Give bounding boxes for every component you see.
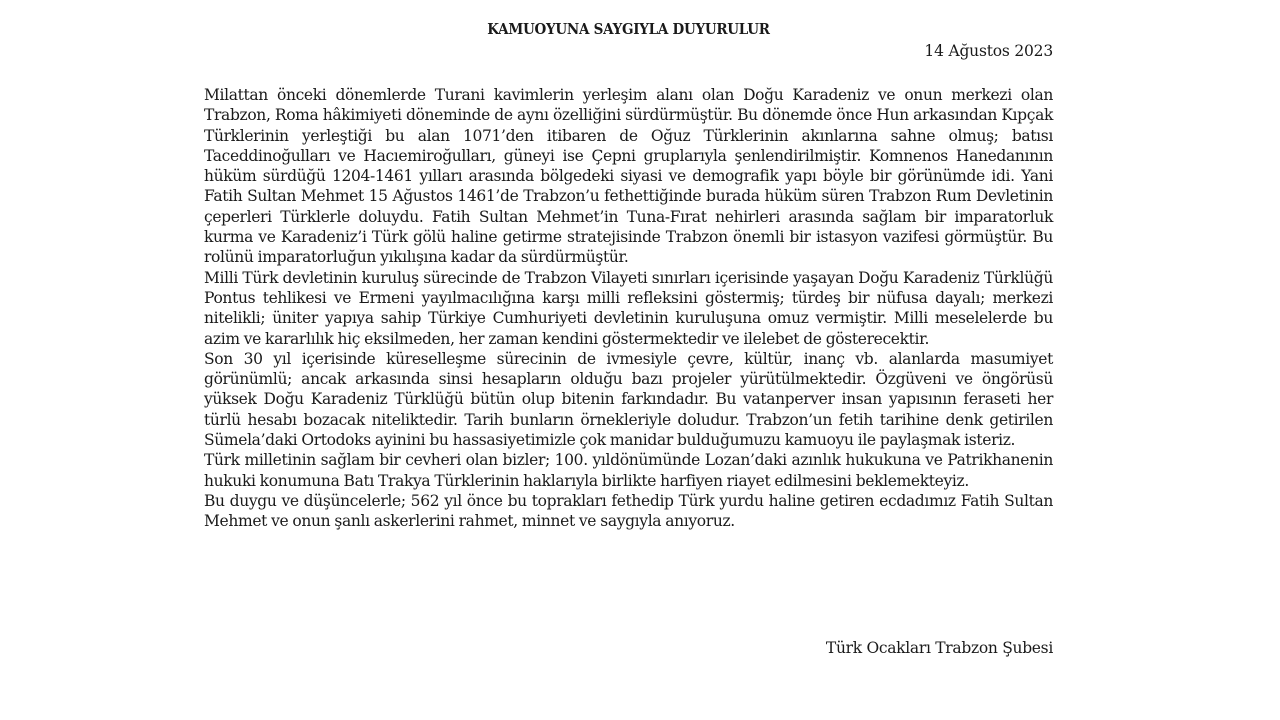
paragraph-lausanne: Türk milletinin sağlam bir cevheri olan bizler; 100. yıldönümünde Lozan’daki azınlık hukukuna ve Patrikhanenin hukuki konumuna Batı Trakya Türklerinin haklarıyla birlikte harfiyen riayet edilmesini beklemekteyiz. (204, 451, 1053, 490)
document-signature: Türk Ocakları Trabzon Şubesi (825, 639, 1053, 657)
document-title: KAMUOYUNA SAYGIYLA DUYURULUR (487, 20, 770, 38)
paragraph-national-state: Milli Türk devletinin kuruluş sürecinde de Trabzon Vilayeti sınırları içerisinde yaşayan Doğu Karadeniz Türklüğü Pontus tehlikesi ve Ermeni yayılmacılığına karşı milli refleksini göstermiş; türdeş bir nüfusa dayalı; merkezi nitelikli; üniter yapıya sahip Türkiye Cumhuriyeti devletinin kuruluşuna omuz vermiştir. Milli meselelerde bu azim ve kararlılık hiç eksilmeden, her zaman kendini göstermektedir ve ilelebet de gösterecektir. (204, 268, 1053, 348)
paragraph-globalization: Son 30 yıl içerisinde küreselleşme sürecinin de ivmesiyle çevre, kültür, inanç vb. alanlarda masumiyet görünümlü; ancak arkasında sinsi hesapların olduğu bazı projeler yürütülmektedir. Özgüveni ve öngörüsü yüksek Doğu Karadeniz Türklüğü bütün olup bitenin farkındadır. Bu vatanperver insan yapısının feraseti her türlü hesabı bozacak niteliktedir. Tarih bunların örnekleriyle doludur. Trabzon’un fetih tarihine denk getirilen Sümela’daki Ortodoks ayinini bu hassasiyetimizle çok manidar bulduğumuzu kamuoyu ile paylaşmak isteriz. (204, 349, 1053, 450)
paragraph-commemoration: Bu duygu ve düşüncelerle; 562 yıl önce bu toprakları fethedip Türk yurdu haline getiren ecdadımız Fatih Sultan Mehmet ve onun şanlı askerlerini rahmet, minnet ve saygıyla anıyoruz. (204, 491, 1053, 531)
document-body (204, 85, 1053, 532)
paragraph-history: Milattan önceki dönemlerde Turani kavimlerin yerleşim alanı olan Doğu Karadeniz ve onun merkezi olan Trabzon, Roma hâkimiyeti döneminde de aynı özelliğini sürdürmüştür. Bu dönemde önce Hun arkasından Kıpçak Türklerinin yerleştiği bu alan 1071’den itibaren de Oğuz Türklerinin akınlarına sahne olmuş; batısı Taceddinoğulları ve Hacıemiroğulları, güneyi ise Çepni gruplarıyla şenlendirilmiştir. Komnenos Hanedanının hüküm sürdüğü 1204-1461 yılları arasında bölgedeki siyasi ve demografik yapı böyle bir görünümde idi. Yani Fatih Sultan Mehmet 15 Ağustos 1461’de Trabzon’u fethettiğinde burada hüküm süren Trabzon Rum Devletinin çeperleri Türklerle doluydu. Fatih Sultan Mehmet’in Tuna-Fırat nehirleri arasında sağlam bir imparatorluk kurma ve Karadeniz’i Türk gölü haline getirme stratejisinde Trabzon önemli bir istasyon vazifesi görmüştür. Bu rolünü imparatorluğun yıkılışına kadar da sürdürmüştür. (204, 86, 1053, 267)
document-date: 14 Ağustos 2023 (924, 42, 1053, 60)
